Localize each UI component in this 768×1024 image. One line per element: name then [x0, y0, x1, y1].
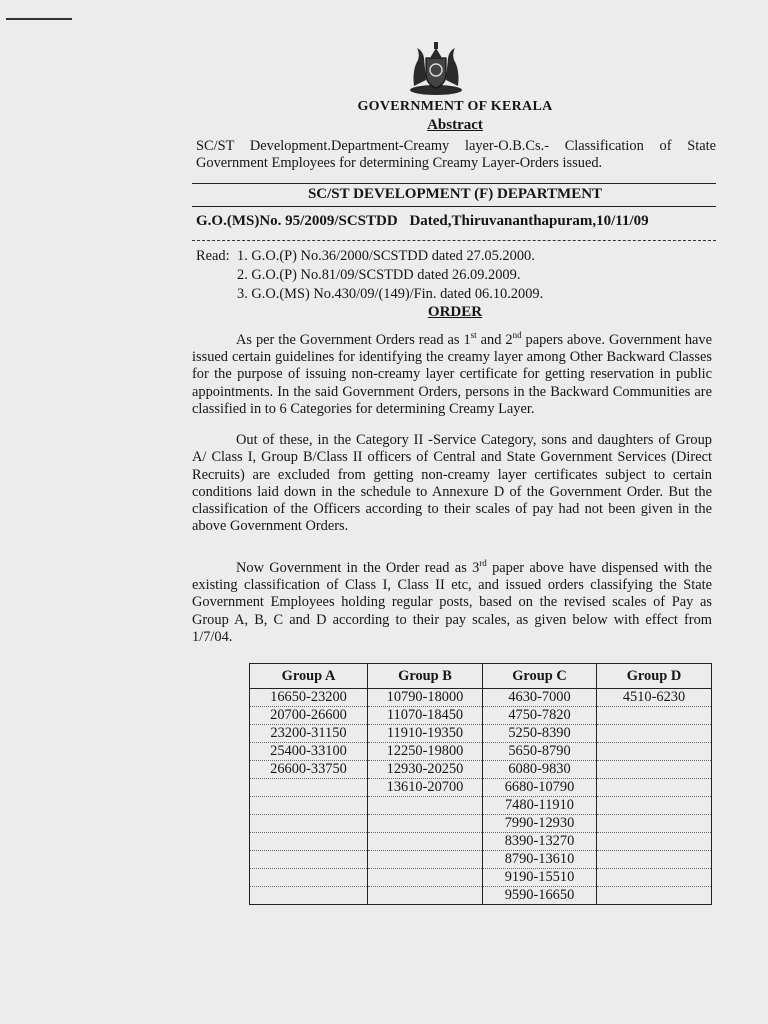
pay-scale-table — [249, 663, 712, 905]
pay-scale-cell — [597, 761, 712, 779]
pay-scale-cell — [368, 833, 483, 851]
pay-scale-cell: 16650-23200 — [250, 689, 368, 707]
pay-scale-cell — [597, 851, 712, 869]
order-paragraph-2: Out of these, in the Category II -Service Category, sons and daughters of Group A/ Class I, Group B/Class II officers of Central and State Government Services (Direct Recruits) are excluded from getting non-creamy layer certificates subject to certain conditions laid down in the schedule to Annexure D of the Government Order. But the classification of the Officers according to their scales of pay had not been given in the above Government Orders. — [192, 432, 712, 535]
pay-scale-cell — [368, 869, 483, 887]
read-item: 2. G.O.(P) No.81/09/SCSTDD dated 26.09.2009. — [237, 267, 521, 283]
pay-scale-cell — [368, 851, 483, 869]
table-row — [250, 797, 712, 815]
go-reference — [196, 213, 716, 230]
pay-scale-cell — [597, 869, 712, 887]
pay-scale-cell — [250, 779, 368, 797]
order-heading: ORDER — [427, 304, 483, 320]
pay-scale-cell — [597, 725, 712, 743]
pay-scale-cell: 9590-16650 — [483, 887, 597, 905]
pay-scale-cell: 7990-12930 — [483, 815, 597, 833]
divider — [192, 183, 716, 184]
pay-scale-cell: 7480-11910 — [483, 797, 597, 815]
dashed-divider — [192, 240, 716, 241]
read-item: 3. G.O.(MS) No.430/09/(149)/Fin. dated 06.10.2009. — [237, 286, 544, 302]
pay-scale-cell: 10790-18000 — [368, 689, 483, 707]
pay-scale-cell: 25400-33100 — [250, 743, 368, 761]
read-item: Read: 1. G.O.(P) No.36/2000/SCSTDD dated 27.05.2000. — [196, 248, 535, 264]
pay-scale-cell — [368, 797, 483, 815]
table-row — [250, 725, 712, 743]
subject-line: SC/ST Development.Department-Creamy layer-O.B.Cs.- Classification of State Government Employees for determining Creamy Layer-Orders issued. — [196, 138, 716, 171]
pay-scale-cell: 8790-13610 — [483, 851, 597, 869]
order-paragraph-3: Now Government in the Order read as 3rd paper above have dispensed with the existing classification of Class I, Class II etc, and issued orders classifying the State Government Employees holding regular posts, based on the revised scales of Pay as Group A, B, C and D according to their pay scales, as given below with effect from 1/7/04. — [192, 558, 712, 645]
table-row — [250, 761, 712, 779]
pay-scale-cell — [597, 743, 712, 761]
abstract-heading: Abstract — [427, 117, 483, 133]
pay-scale-cell — [250, 869, 368, 887]
scan-margin-mark — [6, 18, 72, 20]
pay-scale-cell — [368, 815, 483, 833]
table-row — [250, 707, 712, 725]
divider — [192, 206, 716, 207]
pay-scale-cell — [597, 887, 712, 905]
go-number: G.O.(MS)No. 95/2009/SCSTDD — [196, 213, 398, 229]
go-date: Dated,Thiruvananthapuram,10/11/09 — [409, 213, 649, 229]
department-heading: SC/ST DEVELOPMENT (F) DEPARTMENT — [307, 186, 603, 202]
pay-scale-cell — [250, 887, 368, 905]
pay-scale-cell — [368, 887, 483, 905]
government-heading: GOVERNMENT OF KERALA — [357, 99, 553, 114]
pay-scale-cell: 4510-6230 — [597, 689, 712, 707]
pay-scale-cell — [597, 797, 712, 815]
pay-scale-cell: 12250-19800 — [368, 743, 483, 761]
pay-scale-cell — [597, 833, 712, 851]
table-row — [250, 851, 712, 869]
pay-scale-cell: 5250-8390 — [483, 725, 597, 743]
table-header-row — [250, 664, 712, 689]
column-header: Group C — [483, 664, 597, 689]
table-row — [250, 887, 712, 905]
pay-scale-cell: 11910-19350 — [368, 725, 483, 743]
column-header: Group B — [368, 664, 483, 689]
pay-scale-cell: 6680-10790 — [483, 779, 597, 797]
table-row — [250, 869, 712, 887]
pay-scale-cell: 4630-7000 — [483, 689, 597, 707]
table-row — [250, 689, 712, 707]
kerala-emblem-icon — [404, 40, 468, 98]
order-paragraph-1: As per the Government Orders read as 1st and 2nd papers above. Government have issued certain guidelines for identifying the creamy layer among Other Backward Classes for the purpose of issuing non-creamy layer certificate for getting reservation in public appointments. In the said Government Orders, persons in the Backward Communities are classified in to 6 Categories for determining Creamy Layer. — [192, 330, 713, 417]
column-header: Group A — [250, 664, 368, 689]
pay-scale-cell: 8390-13270 — [483, 833, 597, 851]
pay-scale-cell: 23200-31150 — [250, 725, 368, 743]
pay-scale-cell — [597, 779, 712, 797]
pay-scale-cell: 9190-15510 — [483, 869, 597, 887]
pay-scale-cell: 20700-26600 — [250, 707, 368, 725]
pay-scale-cell — [250, 833, 368, 851]
pay-scale-cell: 4750-7820 — [483, 707, 597, 725]
column-header: Group D — [597, 664, 712, 689]
table-row — [250, 779, 712, 797]
pay-scale-cell: 11070-18450 — [368, 707, 483, 725]
pay-scale-cell — [250, 797, 368, 815]
read-label: Read: — [196, 248, 230, 264]
table-row — [250, 833, 712, 851]
pay-scale-cell — [597, 815, 712, 833]
pay-scale-cell — [597, 707, 712, 725]
pay-scale-cell — [250, 815, 368, 833]
table-row — [250, 743, 712, 761]
table-row — [250, 815, 712, 833]
pay-scale-cell: 5650-8790 — [483, 743, 597, 761]
pay-scale-cell: 13610-20700 — [368, 779, 483, 797]
pay-scale-cell: 12930-20250 — [368, 761, 483, 779]
read-references — [196, 247, 543, 304]
pay-scale-cell: 26600-33750 — [250, 761, 368, 779]
pay-scale-cell: 6080-9830 — [483, 761, 597, 779]
pay-scale-cell — [250, 851, 368, 869]
